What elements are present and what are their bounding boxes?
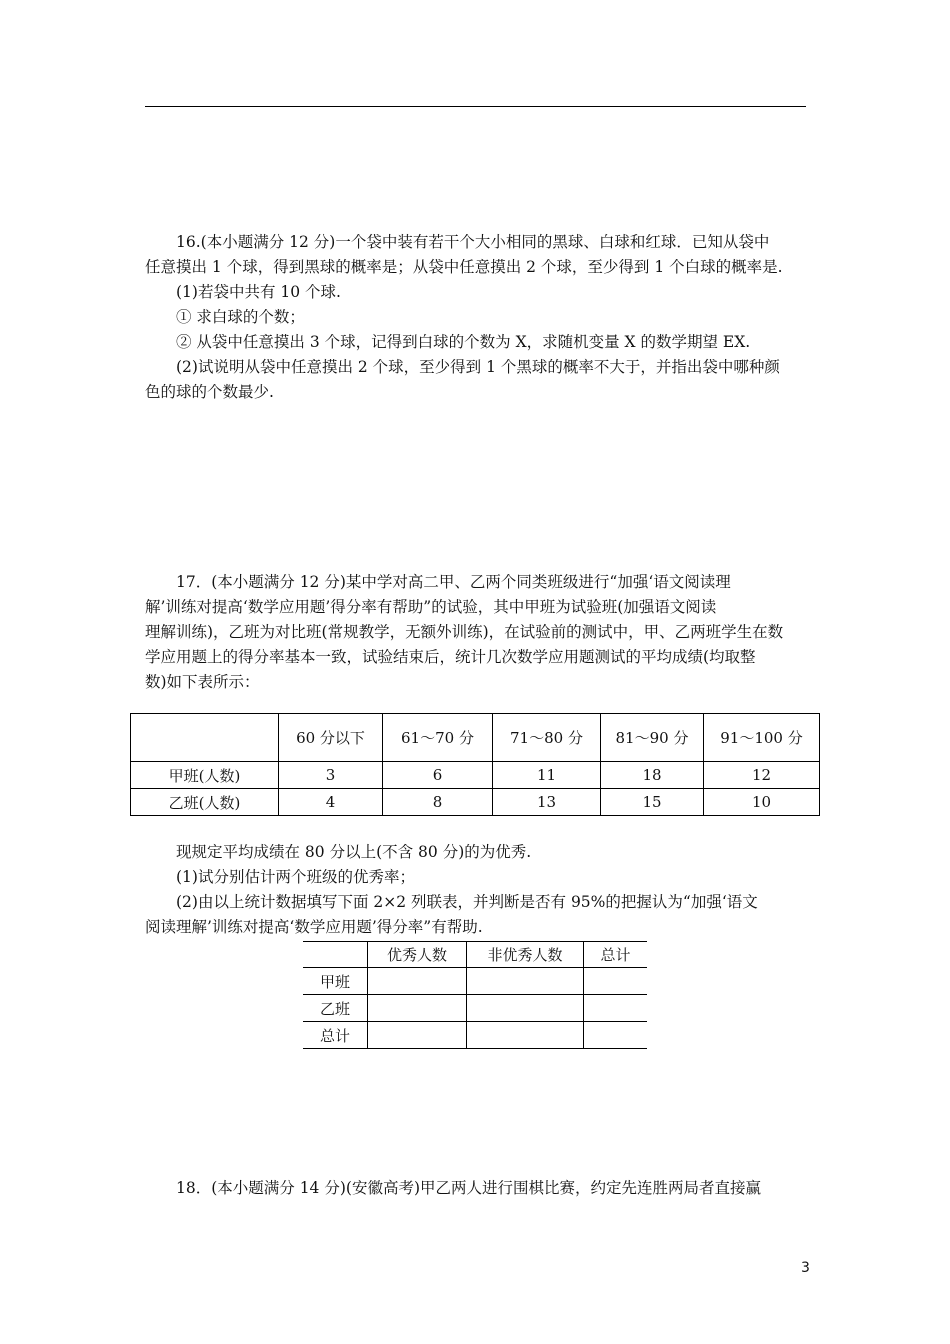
row-label: 甲班(人数) [131, 762, 279, 789]
ct-row-label: 乙班 [303, 995, 368, 1022]
q17-line-3: 理解训练)，乙班为对比班(常规教学，无额外训练)，在试验前的测试中，甲、乙两班学生在数 [145, 623, 784, 641]
question-16 [145, 230, 807, 405]
table-cell: 4 [279, 789, 383, 816]
q17-after-line-4: 阅读理解’训练对提高‘数学应用题’得分率”有帮助. [145, 918, 483, 936]
row-label: 乙班(人数) [131, 789, 279, 816]
table-row [303, 1022, 647, 1049]
ct-header-cell: 总计 [584, 942, 648, 968]
q16-line-6: (2)试说明从袋中任意摸出 2 个球，至少得到 1 个黑球的概率不大于，并指出袋中哪种颜 [176, 358, 780, 376]
ct-empty-cell [368, 968, 467, 995]
table-cell: 3 [279, 762, 383, 789]
q17-line-1: 17．(本小题满分 12 分)某中学对高二甲、乙两个同类班级进行“加强‘语文阅读理 [176, 573, 731, 591]
table-cell: 6 [383, 762, 493, 789]
q16-line-4: ① 求白球的个数； [176, 308, 305, 326]
header-rule [145, 106, 806, 107]
question-17-followup [145, 840, 807, 940]
contingency-header [303, 942, 647, 968]
ct-empty-cell [467, 1022, 584, 1049]
table-cell: 8 [383, 789, 493, 816]
ct-header-cell [303, 942, 368, 968]
ct-row-label: 总计 [303, 1022, 368, 1049]
question-18 [145, 1176, 807, 1201]
table-cell: 11 [493, 762, 601, 789]
q16-line-2: 任意摸出 1 个球，得到黑球的概率是；从袋中任意摸出 2 个球，至少得到 1 个白球的概率是. [145, 258, 783, 276]
table-row [303, 968, 647, 995]
ct-row-label: 甲班 [303, 968, 368, 995]
q18-line-1: 18．(本小题满分 14 分)(安徽高考)甲乙两人进行围棋比赛，约定先连胜两局者直接赢 [176, 1179, 761, 1197]
table-cell: 18 [601, 762, 704, 789]
q17-line-5: 数)如下表所示： [145, 673, 260, 691]
table-cell: 15 [601, 789, 704, 816]
q17-after-line-2: (1)试分别估计两个班级的优秀率； [176, 868, 415, 886]
table-row [303, 995, 647, 1022]
table-cell: 12 [704, 762, 820, 789]
ct-empty-cell [467, 968, 584, 995]
score-header-cell: 60 分以下 [279, 714, 383, 762]
q17-line-2: 解’训练对提高‘数学应用题’得分率有帮助”的试验，其中甲班为试验班(加强语文阅读 [145, 598, 717, 616]
table-cell: 10 [704, 789, 820, 816]
ct-header-cell: 非优秀人数 [467, 942, 584, 968]
score-header-cell: 81～90 分 [601, 714, 704, 762]
ct-empty-cell [584, 968, 648, 995]
score-header-cell: 71～80 分 [493, 714, 601, 762]
question-17 [145, 570, 807, 695]
score-header-cell [131, 714, 279, 762]
score-table-header [131, 714, 820, 762]
score-header-cell: 91～100 分 [704, 714, 820, 762]
q17-after-line-1: 现规定平均成绩在 80 分以上(不含 80 分)的为优秀. [176, 843, 532, 861]
q17-line-4: 学应用题上的得分率基本一致，试验结束后，统计几次数学应用题测试的平均成绩(均取整 [145, 648, 756, 666]
score-table [130, 713, 820, 816]
score-header-cell: 61～70 分 [383, 714, 493, 762]
table-row [131, 762, 820, 789]
ct-empty-cell [467, 995, 584, 1022]
table-cell: 13 [493, 789, 601, 816]
table-row [131, 789, 820, 816]
contingency-table [303, 941, 647, 1049]
q16-line-3: (1)若袋中共有 10 个球. [176, 283, 341, 301]
page-number: 3 [801, 1260, 810, 1276]
ct-empty-cell [584, 995, 648, 1022]
q16-line-1: 16.(本小题满分 12 分)一个袋中装有若干个大小相同的黑球、白球和红球．已知从袋中 [176, 233, 770, 251]
ct-empty-cell [368, 995, 467, 1022]
q16-line-7: 色的球的个数最少. [145, 383, 274, 401]
ct-empty-cell [368, 1022, 467, 1049]
ct-header-cell: 优秀人数 [368, 942, 467, 968]
q16-line-5: ② 从袋中任意摸出 3 个球，记得到白球的个数为 X，求随机变量 X 的数学期望 EX. [176, 333, 751, 351]
ct-empty-cell [584, 1022, 648, 1049]
q17-after-line-3: (2)由以上统计数据填写下面 2×2 列联表，并判断是否有 95%的把握认为“加强‘语文 [176, 893, 758, 911]
